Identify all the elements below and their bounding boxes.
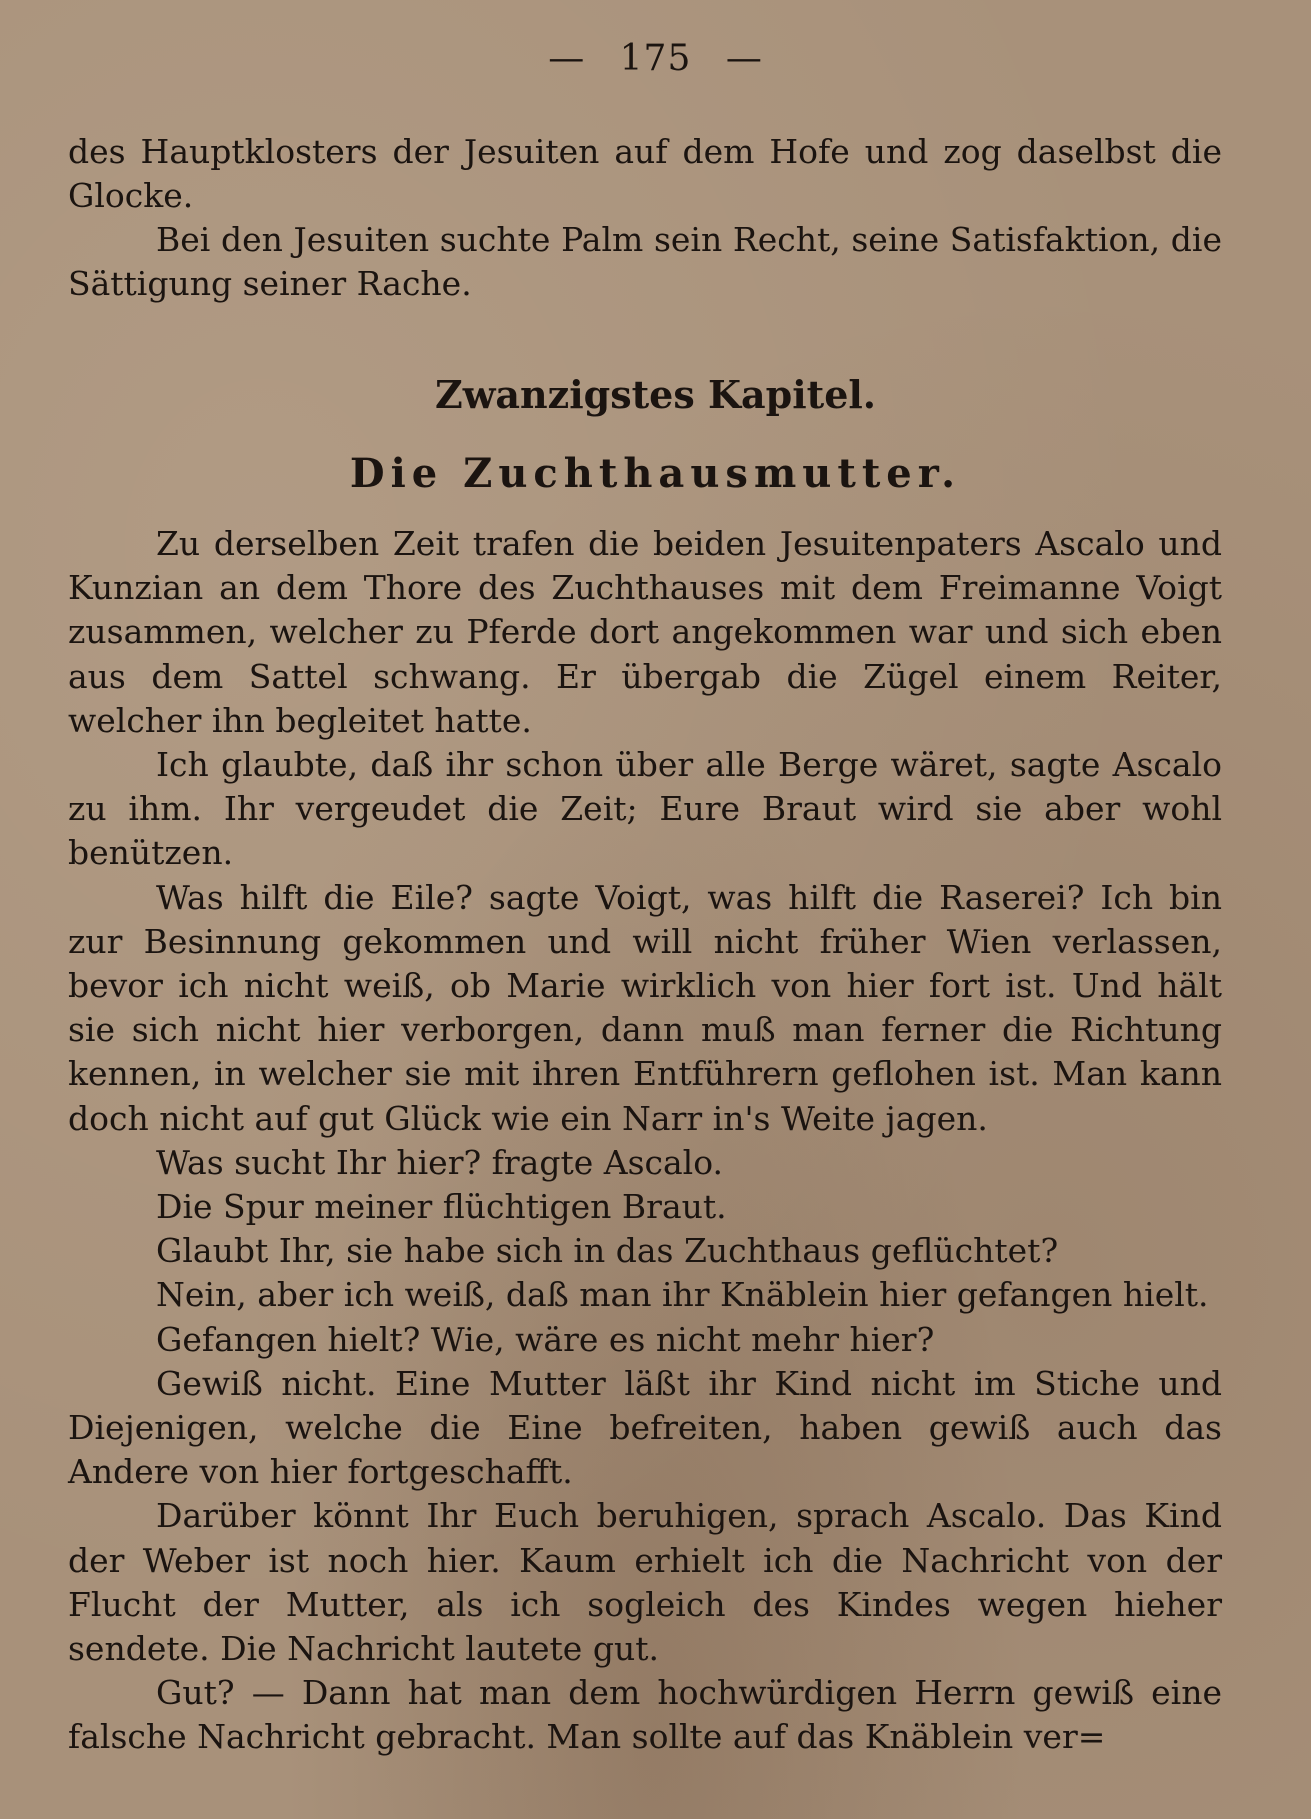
chapter-text bbox=[68, 522, 1222, 1760]
chapter-title: Zwanzigstes Kapitel. bbox=[434, 372, 877, 417]
paragraph: Nein, aber ich weiß, daß man ihr Knäblein hier gefangen hielt. bbox=[156, 1275, 1209, 1315]
paragraph: des Hauptklosters der Jesuiten auf dem Hofe und zog daselbst die Glocke. bbox=[68, 132, 1222, 215]
paragraph: Gewiß nicht. Eine Mutter läßt ihr Kind nicht im Stiche und Diejenigen, welche die Eine befreiten, haben gewiß auch das Andere von hier fortgeschafft. bbox=[68, 1363, 1222, 1492]
header-dash-right: — bbox=[725, 38, 763, 79]
paragraph: Was sucht Ihr hier? fragte Ascalo. bbox=[156, 1142, 723, 1182]
paragraph: Gut? — Dann hat man dem hochwürdigen Herrn gewiß eine falsche Nachricht gebracht. Man sollte auf das Knäblein ver= bbox=[68, 1673, 1222, 1757]
intro-text bbox=[68, 130, 1222, 306]
paragraph: Die Spur meiner flüchtigen Braut. bbox=[156, 1187, 727, 1227]
paragraph: Gefangen hielt? Wie, wäre es nicht mehr hier? bbox=[156, 1319, 935, 1359]
header-dash-left: — bbox=[548, 38, 586, 79]
paragraph: Glaubt Ihr, sie habe sich in das Zuchthaus geflüchtet? bbox=[156, 1231, 1059, 1271]
paragraph: Bei den Jesuiten suchte Palm sein Recht, seine Satisfaktion, die Sättigung seiner Rache. bbox=[68, 220, 1222, 303]
paragraph: Darüber könnt Ihr Euch beruhigen, sprach Ascalo. Das Kind der Weber ist noch hier. Kaum erhielt ich die Nachricht von der Flucht der Mutter, als ich sogleich des Kindes wegen hieher sendete. Die Nachricht lautete gut. bbox=[68, 1496, 1222, 1669]
chapter-subtitle: Die Zuchthausmutter. bbox=[349, 450, 962, 497]
paragraph: Ich glaubte, daß ihr schon über alle Berge wäret, sagte Ascalo zu ihm. Ihr vergeudet die Zeit; Eure Braut wird sie aber wohl benützen. bbox=[68, 745, 1222, 873]
paragraph: Was hilft die Eile? sagte Voigt, was hilft die Raserei? Ich bin zur Besinnung gekommen und will nicht früher Wien verlassen, bevor ich nicht weiß, ob Marie wirklich von hier fort ist. Und hält sie sich nicht hier verborgen, dann muß man ferner die Richtung kennen, in welcher sie mit ihren Entführern geflohen ist. Man kann doch nicht auf gut Glück wie ein Narr in's Weite jagen. bbox=[68, 877, 1222, 1138]
page-header bbox=[0, 38, 1311, 79]
paragraph: Zu derselben Zeit trafen die beiden Jesuitenpaters Ascalo und Kunzian an dem Thore des Zuchthauses mit dem Freimanne Voigt zusammen, welcher zu Pferde dort angekommen war und sich eben aus dem Sattel schwang. Er übergab die Zügel einem Reiter, welcher ihn begleitet hatte. bbox=[68, 524, 1222, 740]
page-number: 175 bbox=[619, 38, 692, 79]
